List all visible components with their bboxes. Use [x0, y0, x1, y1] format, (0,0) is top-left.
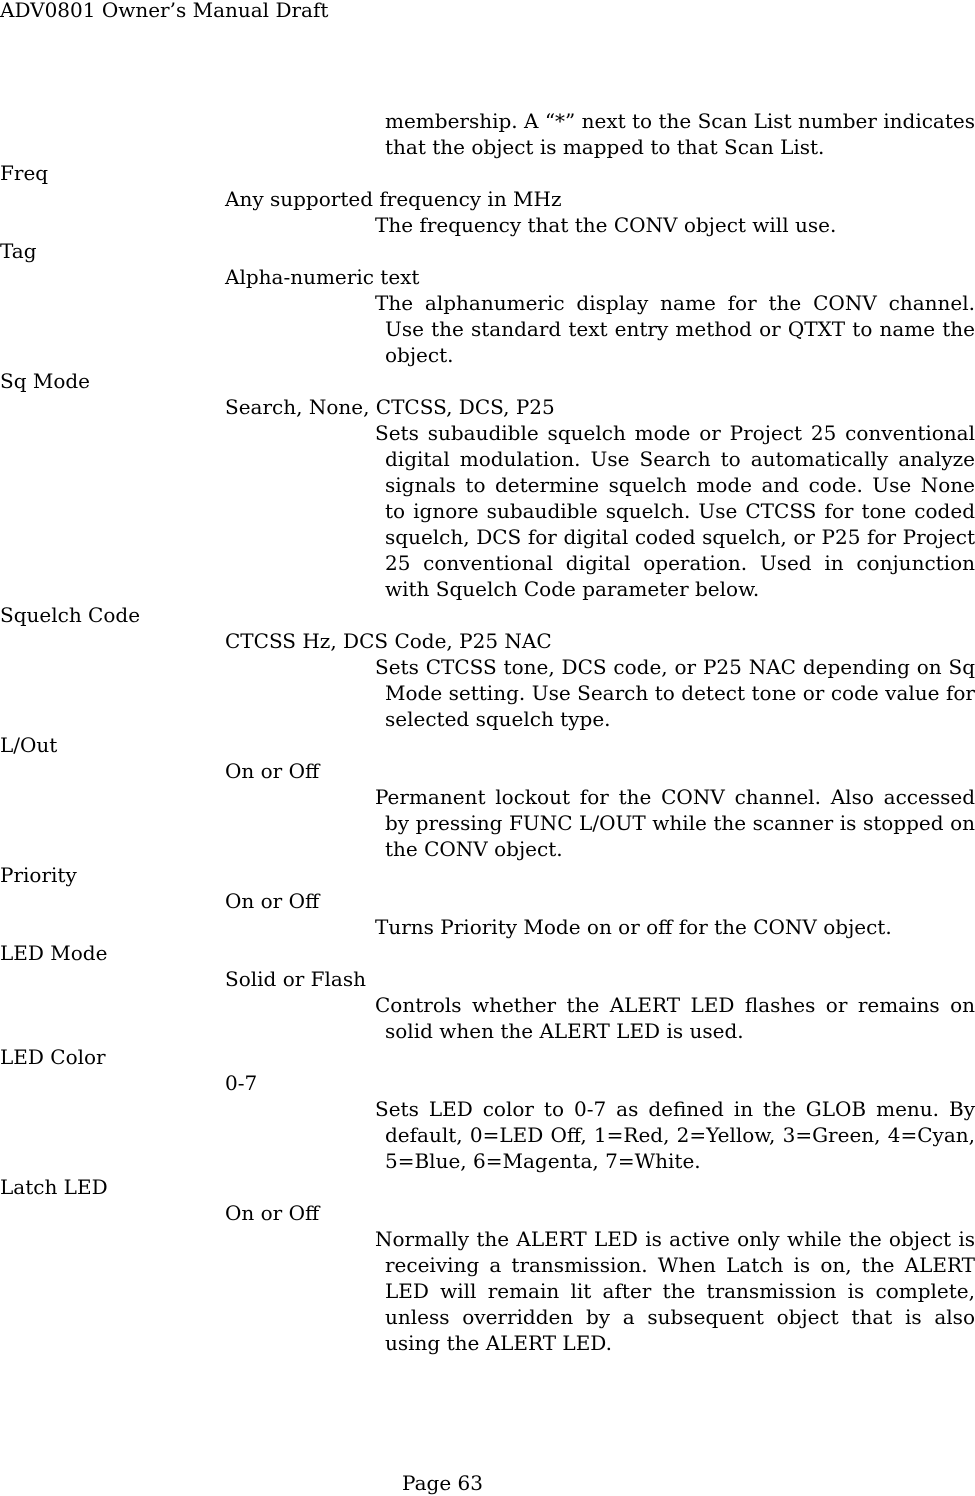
param-desc: Controls whether the ALERT LED flashes or remains on solid when the ALERT LED is used. [375, 993, 975, 1043]
param-priority [0, 862, 975, 940]
param-range: On or Off [225, 759, 320, 783]
param-range: On or Off [225, 889, 320, 913]
page-header: ADV0801 Owner’s Manual Draft [0, 0, 329, 22]
param-desc: Sets LED color to 0-7 as defined in the GLOB menu. By default, 0=LED Off, 1=Red, 2=Yellow, 3=Green, 4=Cyan, 5=Blue, 6=Magenta, 7=White. [375, 1097, 975, 1173]
param-desc: Turns Priority Mode on or off for the CONV object. [375, 915, 892, 939]
param-range: 0-7 [225, 1071, 258, 1095]
param-name: Sq Mode [0, 369, 91, 393]
param-desc: Permanent lockout for the CONV channel. Also accessed by pressing FUNC L/OUT while the scanner is stopped on the CONV object. [375, 785, 975, 861]
param-name: Priority [0, 863, 77, 887]
param-freq [0, 160, 975, 238]
param-name: LED Mode [0, 941, 108, 965]
param-desc: The frequency that the CONV object will use. [375, 213, 837, 237]
parameter-list [0, 108, 975, 1356]
param-desc: Normally the ALERT LED is active only while the object is receiving a transmission. When Latch is on, the ALERT LED will remain lit after the transmission is complete, unless overridden by a subsequent object that is also using the ALERT LED. [375, 1227, 975, 1355]
param-desc: Sets CTCSS tone, DCS code, or P25 NAC depending on Sq Mode setting. Use Search to detect tone or code value for selected squelch type. [375, 655, 975, 731]
param-range: Solid or Flash [225, 967, 366, 991]
param-desc: The alphanumeric display name for the CONV channel. Use the standard text entry method or QTXT to name the object. [375, 291, 975, 367]
param-latch-led [0, 1174, 975, 1356]
param-led-mode [0, 940, 975, 1044]
param-name: Tag [0, 239, 37, 263]
param-range: On or Off [225, 1201, 320, 1225]
param-name: LED Color [0, 1045, 106, 1069]
param-squelch-code [0, 602, 975, 732]
param-name: Latch LED [0, 1175, 108, 1199]
param-name: L/Out [0, 733, 58, 757]
intro-text: membership. A “*” next to the Scan List number indicates that the object is mapped to that Scan List. [385, 109, 975, 159]
page-number: Page 63 [402, 1471, 483, 1495]
param-desc: Sets subaudible squelch mode or Project 25 conventional digital modulation. Use Search to automatically analyze signals to determine squelch mode and code. Use None to ignore subaudible squelch. Use CTCSS for tone coded squelch, DCS for digital coded squelch, or P25 for Project 25 conventional digital operation. Used in conjunction with Squelch Code parameter below. [375, 421, 975, 601]
param-lout [0, 732, 975, 862]
param-range: CTCSS Hz, DCS Code, P25 NAC [225, 629, 552, 653]
param-name: Squelch Code [0, 603, 141, 627]
param-range: Any supported frequency in MHz [225, 187, 562, 211]
param-tag [0, 238, 975, 368]
param-name: Freq [0, 161, 49, 185]
param-range: Alpha-numeric text [225, 265, 420, 289]
param-sq-mode [0, 368, 975, 602]
param-led-color [0, 1044, 975, 1174]
param-range: Search, None, CTCSS, DCS, P25 [225, 395, 555, 419]
